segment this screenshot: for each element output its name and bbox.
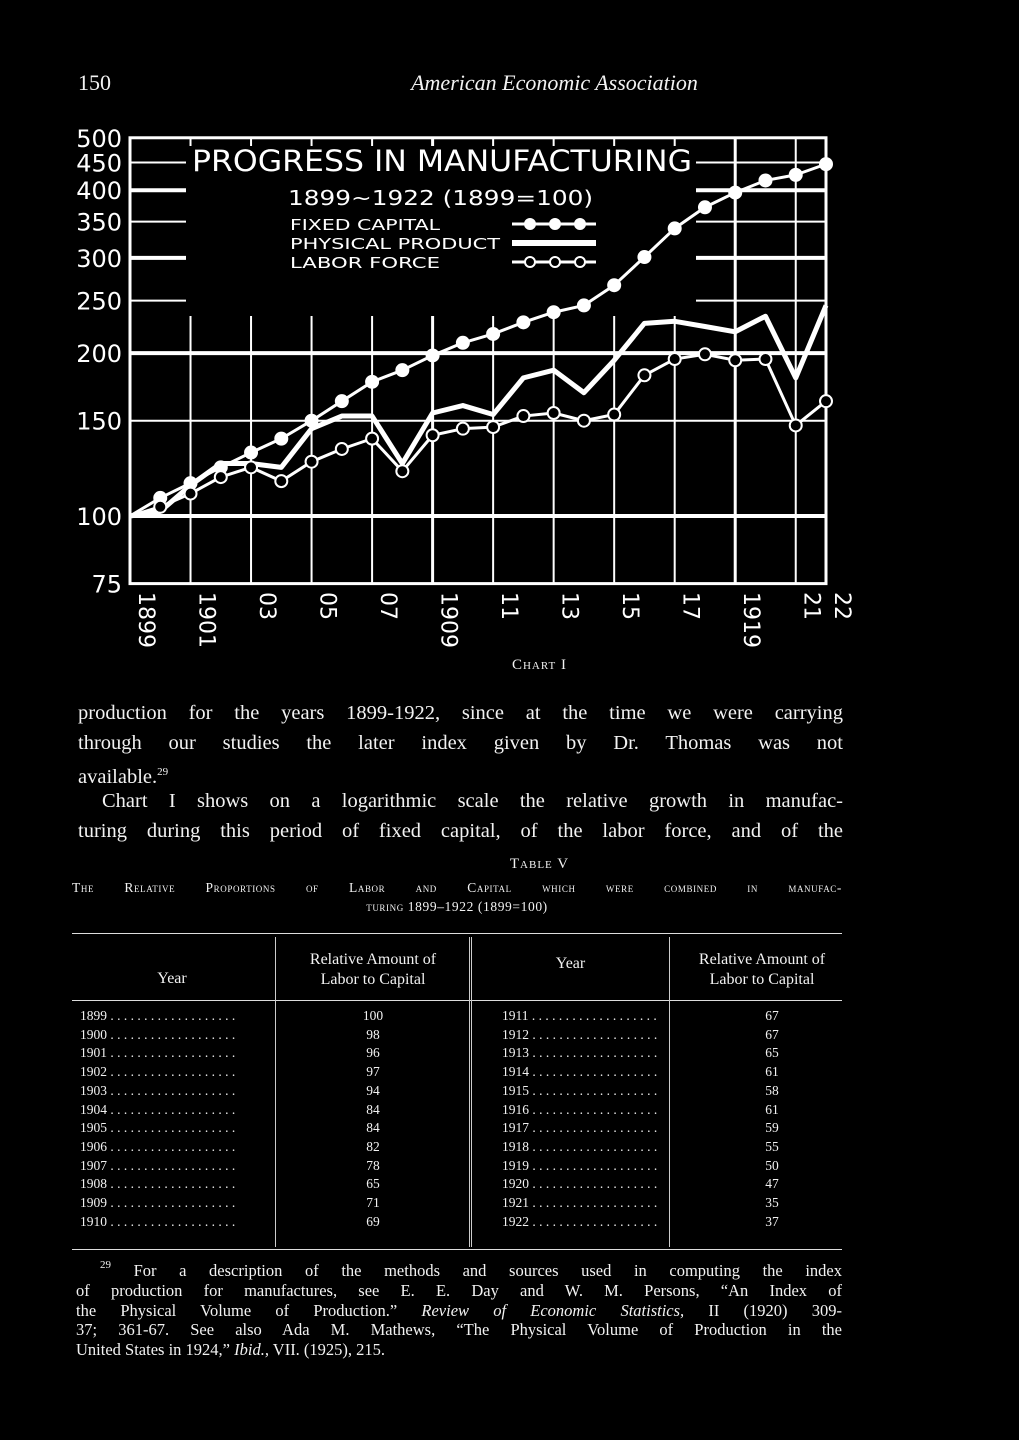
year-cell: 1921 . . . . . . . . . . . . . . . . . . . [502,1195,658,1210]
paragraph-1 [78,699,843,793]
x-tick-label: 1901 [193,592,219,648]
year: 1902 [80,1064,107,1080]
data-point [306,456,318,468]
footnote-reference[interactable]: 29 [157,766,169,778]
journal-title: Review of Economic Statistics, [421,1300,685,1320]
ratio-cell: 37 [765,1213,779,1229]
x-axis-labels [133,592,854,648]
year: 1909 [80,1195,107,1210]
year-cell: 1908 . . . . . . . . . . . . . . . . . . . [80,1176,236,1192]
y-tick-label: 450 [76,149,122,178]
legend-marker-open [550,257,560,267]
table-title: Table V [509,856,570,872]
y-tick-label: 300 [76,244,122,273]
x-tick-label: 1899 [133,592,158,648]
year: 1921 [502,1195,529,1210]
year-cell: 1905 . . . . . . . . . . . . . . . . . . . [80,1120,236,1136]
year-cell: 1918 . . . . . . . . . . . . . . . . . . . [502,1138,658,1154]
data-point [336,395,348,407]
data-point [759,174,771,186]
year-cell: 1911 . . . . . . . . . . . . . . . . . . . [502,1008,657,1023]
year-cell: 1913 . . . . . . . . . . . . . . . . . . . [502,1045,658,1061]
text-line: 37; 361-67. See also Ada M. Mathews, “The Physical Volume of Production in the [76,1320,842,1340]
y-tick-label: 100 [76,503,122,531]
header-text: Labor to Capital [320,971,426,988]
table-row [72,1175,842,1194]
year-cell: 1904 . . . . . . . . . . . . . . . . . . . [80,1101,236,1117]
text: VII. (1925), 215. [268,1340,386,1360]
labor-capital-table [72,933,842,1251]
table-rule-bottom [72,1249,842,1250]
ratio-cell: 61 [765,1101,779,1117]
text-line: through our studies the later index given by Dr. Thomas was not [78,731,843,754]
text: the Physical Volume of Production.” [76,1300,422,1320]
legend-marker-open [525,257,535,267]
legend-label: PHYSICAL PRODUCT [290,235,502,253]
data-point [487,328,499,340]
text-line [76,1301,842,1321]
year-cell: 1910 . . . . . . . . . . . . . . . . . . . [80,1213,236,1229]
data-point [366,433,378,445]
page-number: 150 [78,70,111,95]
table-row [72,1082,842,1101]
text-line: Chart I shows on a logarithmic scale the relative growth in manufac- [102,790,843,812]
year-cell: 1914 . . . . . . . . . . . . . . . . . . . [502,1064,658,1080]
legend-marker-filled [550,219,560,229]
data-point [638,369,650,381]
text: For a description of the methods and sources used in computing the index [133,1261,843,1280]
text-line [76,1256,842,1281]
x-tick-label: 11 [496,592,522,620]
data-point [820,395,832,407]
ratio-cell: 47 [765,1176,779,1192]
table-row [72,1213,842,1232]
year: 1911 [502,1008,529,1023]
x-tick-label: 17 [677,592,703,620]
year-cell: 1922 . . . . . . . . . . . . . . . . . . . [502,1213,658,1229]
data-point [457,337,469,349]
data-point [638,251,650,263]
chart-subtitle: 1899~1922 (1899=100) [288,186,593,210]
text: available. [78,766,158,788]
y-tick-label: 500 [76,124,122,153]
year: 1917 [502,1120,529,1136]
progress-in-manufacturing-chart [0,0,1019,660]
year-cell: 1899 . . . . . . . . . . . . . . . . . . . [80,1008,236,1023]
x-tick-label: 13 [556,592,582,620]
year: 1907 [80,1157,107,1173]
running-title: American Economic Association [411,70,698,95]
data-point [820,158,832,170]
header-year: Year [555,955,586,972]
year-cell: 1907 . . . . . . . . . . . . . . . . . . . [80,1157,236,1173]
data-point [669,353,681,365]
chart-title: PROGRESS IN MANUFACTURING [192,144,692,178]
ratio-cell: 82 [366,1138,380,1154]
data-point [699,201,711,213]
x-tick-label: 1909 [435,592,461,648]
year: 1916 [502,1101,529,1117]
ratio-cell: 61 [765,1064,779,1080]
data-point [275,433,287,445]
data-point [427,349,439,361]
header-text: Relative Amount of [309,951,437,968]
data-point [275,475,287,487]
table-row [72,1063,842,1082]
data-point [396,465,408,477]
data-point [729,354,741,366]
year: 1920 [502,1176,529,1192]
data-point [517,316,529,328]
x-tick-label: 22 [829,592,854,620]
data-point [608,409,620,421]
table-rule-header [72,1000,842,1001]
data-point [729,187,741,199]
y-tick-label: 250 [76,287,122,316]
table-row [72,1157,842,1176]
header-amount [276,950,470,990]
data-point [790,169,802,181]
text: United States in 1924,” [76,1340,235,1360]
year-cell: 1915 . . . . . . . . . . . . . . . . . . . [502,1082,658,1098]
data-point [366,376,378,388]
data-point [669,222,681,234]
ratio-cell: 35 [765,1195,779,1210]
header-text: Relative Amount of [698,951,826,968]
year-cell: 1919 . . . . . . . . . . . . . . . . . . . [502,1157,658,1173]
x-tick-label: 03 [254,592,280,620]
ratio-cell: 69 [366,1213,380,1229]
year-cell: 1902 . . . . . . . . . . . . . . . . . . . [80,1064,236,1080]
data-point [336,443,348,455]
table-row [72,1007,842,1026]
ratio-cell: 71 [366,1195,380,1210]
ratio-cell: 100 [362,1008,384,1023]
data-point [185,488,197,500]
ratio-cell: 97 [366,1064,380,1080]
ratio-cell: 65 [366,1176,380,1192]
x-tick-label: 21 [798,592,824,620]
data-point [699,348,711,360]
year: 1910 [80,1213,107,1229]
legend-marker-filled [575,219,585,229]
data-point [154,501,166,513]
year: 1905 [80,1120,107,1136]
chart-caption: Chart I [511,657,568,673]
ratio-cell: 84 [366,1120,380,1136]
x-tick-label: 1919 [738,592,764,648]
table-row [72,1044,842,1063]
x-tick-label: 05 [314,592,340,620]
y-tick-label: 150 [76,407,122,436]
year: 1918 [502,1138,529,1154]
year: 1919 [502,1157,529,1173]
text-line: production for the years 1899-1922, since at the time we were carrying [78,702,843,724]
year: 1912 [502,1026,529,1042]
year: 1899 [80,1008,107,1023]
x-tick-label: 07 [375,592,401,620]
data-point [548,306,560,318]
year-cell: 1916 . . . . . . . . . . . . . . . . . . . [502,1101,658,1117]
table-subtitle-line: turing 1899–1922 (1899=100) [366,899,548,914]
data-point [759,353,771,365]
y-tick-label: 75 [91,570,122,599]
legend-marker-filled [525,219,535,229]
table-row [72,1026,842,1045]
data-point [457,423,469,435]
year: 1915 [502,1082,529,1098]
data-point [487,421,499,433]
year: 1922 [502,1213,529,1229]
year-cell: 1909 . . . . . . . . . . . . . . . . . . . [80,1195,236,1210]
x-tick-label: 15 [617,592,643,620]
year: 1913 [502,1045,529,1061]
ratio-cell: 78 [366,1157,380,1173]
data-point [608,279,620,291]
ratio-cell: 58 [765,1082,779,1098]
footnote [76,1256,842,1360]
paragraph-2 [78,787,843,846]
year: 1903 [80,1082,107,1098]
year-cell: 1903 . . . . . . . . . . . . . . . . . . . [80,1082,236,1098]
text-line: turing during this period of fixed capital, of the labor force, and of the [78,819,843,842]
data-point [215,471,227,483]
text: II (1920) 309- [684,1300,842,1320]
data-point [548,407,560,419]
y-tick-label: 400 [76,177,122,206]
ratio-cell: 59 [765,1120,779,1136]
year-cell: 1900 . . . . . . . . . . . . . . . . . . . [80,1026,236,1042]
table-subtitle-line: The Relative Proportions of Labor and Capital which were combined in manufac- [72,880,842,895]
year: 1900 [80,1026,107,1042]
year: 1908 [80,1176,107,1192]
year: 1914 [502,1064,529,1080]
year: 1901 [80,1045,107,1061]
legend-marker-open [575,257,585,267]
data-point [427,429,439,441]
data-point [396,364,408,376]
y-tick-label: 200 [76,340,122,369]
ratio-cell: 67 [765,1008,779,1023]
ratio-cell: 67 [765,1026,779,1042]
year-cell: 1906 . . . . . . . . . . . . . . . . . . . [80,1138,236,1154]
ratio-cell: 55 [765,1138,779,1154]
year: 1904 [80,1101,107,1117]
table-row [72,1138,842,1157]
table-rule-top [72,933,842,934]
text: Ibid., [234,1340,269,1360]
year: 1906 [80,1138,107,1154]
ratio-cell: 98 [366,1026,380,1042]
series-line-labor-force [130,354,826,516]
y-tick-label: 350 [76,208,122,237]
ratio-cell: 65 [765,1045,779,1061]
data-point [790,419,802,431]
table-row [72,1101,842,1120]
year-cell: 1920 . . . . . . . . . . . . . . . . . . . [502,1176,658,1192]
ratio-cell: 94 [366,1082,380,1098]
text-line: of production for manufactures, see E. E. Day and W. M. Persons, “An Index of [76,1280,842,1300]
data-point [578,299,590,311]
data-point [245,447,257,459]
table-subtitle [72,878,842,916]
y-axis-labels [76,125,122,599]
year-cell: 1917 . . . . . . . . . . . . . . . . . . . [502,1120,658,1136]
ratio-cell: 84 [366,1101,380,1117]
legend-label: LABOR FORCE [290,254,440,272]
legend-label: FIXED CAPITAL [290,216,441,234]
data-point [517,410,529,422]
ratio-cell: 50 [765,1157,779,1173]
ratio-cell: 96 [366,1045,380,1061]
header-amount [672,950,852,990]
table-row [72,1194,842,1213]
year-cell: 1901 . . . . . . . . . . . . . . . . . . . [80,1045,236,1061]
header-year: Year [157,970,187,987]
header-text: Labor to Capital [709,971,815,988]
text-line [76,1340,842,1360]
data-point [578,415,590,427]
table-row [72,1119,842,1138]
data-point [245,461,257,473]
footnote-number: 29 [100,1259,111,1271]
year-cell: 1912 . . . . . . . . . . . . . . . . . . . [502,1026,658,1042]
